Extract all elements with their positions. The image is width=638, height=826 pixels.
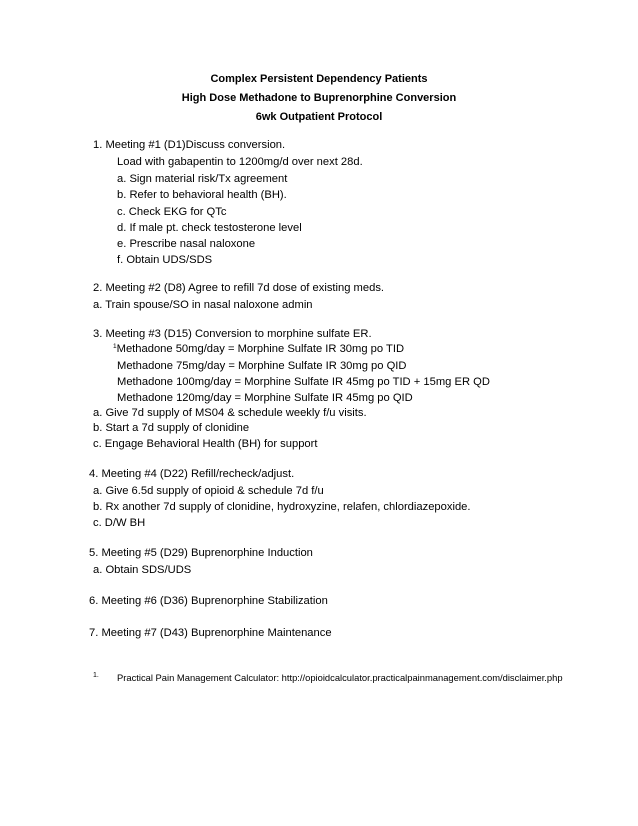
meeting7-heading: 7. Meeting #7 (D43) Buprenorphine Maintenance (89, 627, 332, 639)
meeting1-item: c. Check EKG for QTc (117, 206, 227, 218)
meeting3-item: a. Give 7d supply of MS04 & schedule weekly f/u visits. (93, 407, 367, 419)
meeting4-item: b. Rx another 7d supply of clonidine, hydroxyzine, relafen, chlordiazepoxide. (93, 501, 471, 513)
footnote-text: Practical Pain Management Calculator: http://opioidcalculator.practicalpainmanagement.com/disclaimer.php (117, 672, 563, 683)
meeting1-item: b. Refer to behavioral health (BH). (117, 189, 287, 201)
meeting3-item: c. Engage Behavioral Health (BH) for support (93, 438, 318, 450)
meeting3-conversion: Methadone 100mg/day = Morphine Sulfate IR 45mg po TID + 15mg ER QD (117, 376, 490, 388)
meeting3-item: b. Start a 7d supply of clonidine (93, 422, 250, 434)
meeting4-item: c. D/W BH (93, 517, 146, 529)
meeting1-heading: 1. Meeting #1 (D1)Discuss conversion. (93, 139, 286, 151)
conversion-text: Methadone 50mg/day = Morphine Sulfate IR 30mg po TID (116, 343, 405, 355)
meeting3-conversion: Methadone 120mg/day = Morphine Sulfate IR 45mg po QID (117, 392, 413, 404)
meeting1-item: d. If male pt. check testosterone level (117, 222, 302, 234)
meeting2-item: a. Train spouse/SO in nasal naloxone admin (93, 299, 313, 311)
footnote-reference: 1 (113, 343, 117, 350)
meeting1-load: Load with gabapentin to 1200mg/d over next 28d. (117, 156, 363, 168)
meeting3-conversion: Methadone 75mg/day = Morphine Sulfate IR 30mg po QID (117, 360, 407, 372)
meeting5-heading: 5. Meeting #5 (D29) Buprenorphine Induction (89, 547, 313, 559)
meeting4-item: a. Give 6.5d supply of opioid & schedule 7d f/u (93, 485, 324, 497)
doc-title-line2: High Dose Methadone to Buprenorphine Conversion (181, 92, 457, 104)
meeting6-heading: 6. Meeting #6 (D36) Buprenorphine Stabilization (89, 595, 328, 607)
meeting3-heading: 3. Meeting #3 (D15) Conversion to morphine sulfate ER. (93, 328, 372, 340)
footnote-mark: 1. (93, 672, 99, 679)
meeting4-heading: 4. Meeting #4 (D22) Refill/recheck/adjust. (89, 468, 295, 480)
meeting2-heading: 2. Meeting #2 (D8) Agree to refill 7d dose of existing meds. (93, 282, 385, 294)
doc-title-line3: 6wk Outpatient Protocol (255, 111, 383, 123)
meeting1-item: a. Sign material risk/Tx agreement (117, 173, 288, 185)
meeting3-conversion (113, 342, 404, 356)
doc-title-line1: Complex Persistent Dependency Patients (210, 73, 428, 85)
meeting5-item: a. Obtain SDS/UDS (93, 564, 192, 576)
meeting1-item: f. Obtain UDS/SDS (117, 254, 213, 266)
meeting1-item: e. Prescribe nasal naloxone (117, 238, 256, 250)
